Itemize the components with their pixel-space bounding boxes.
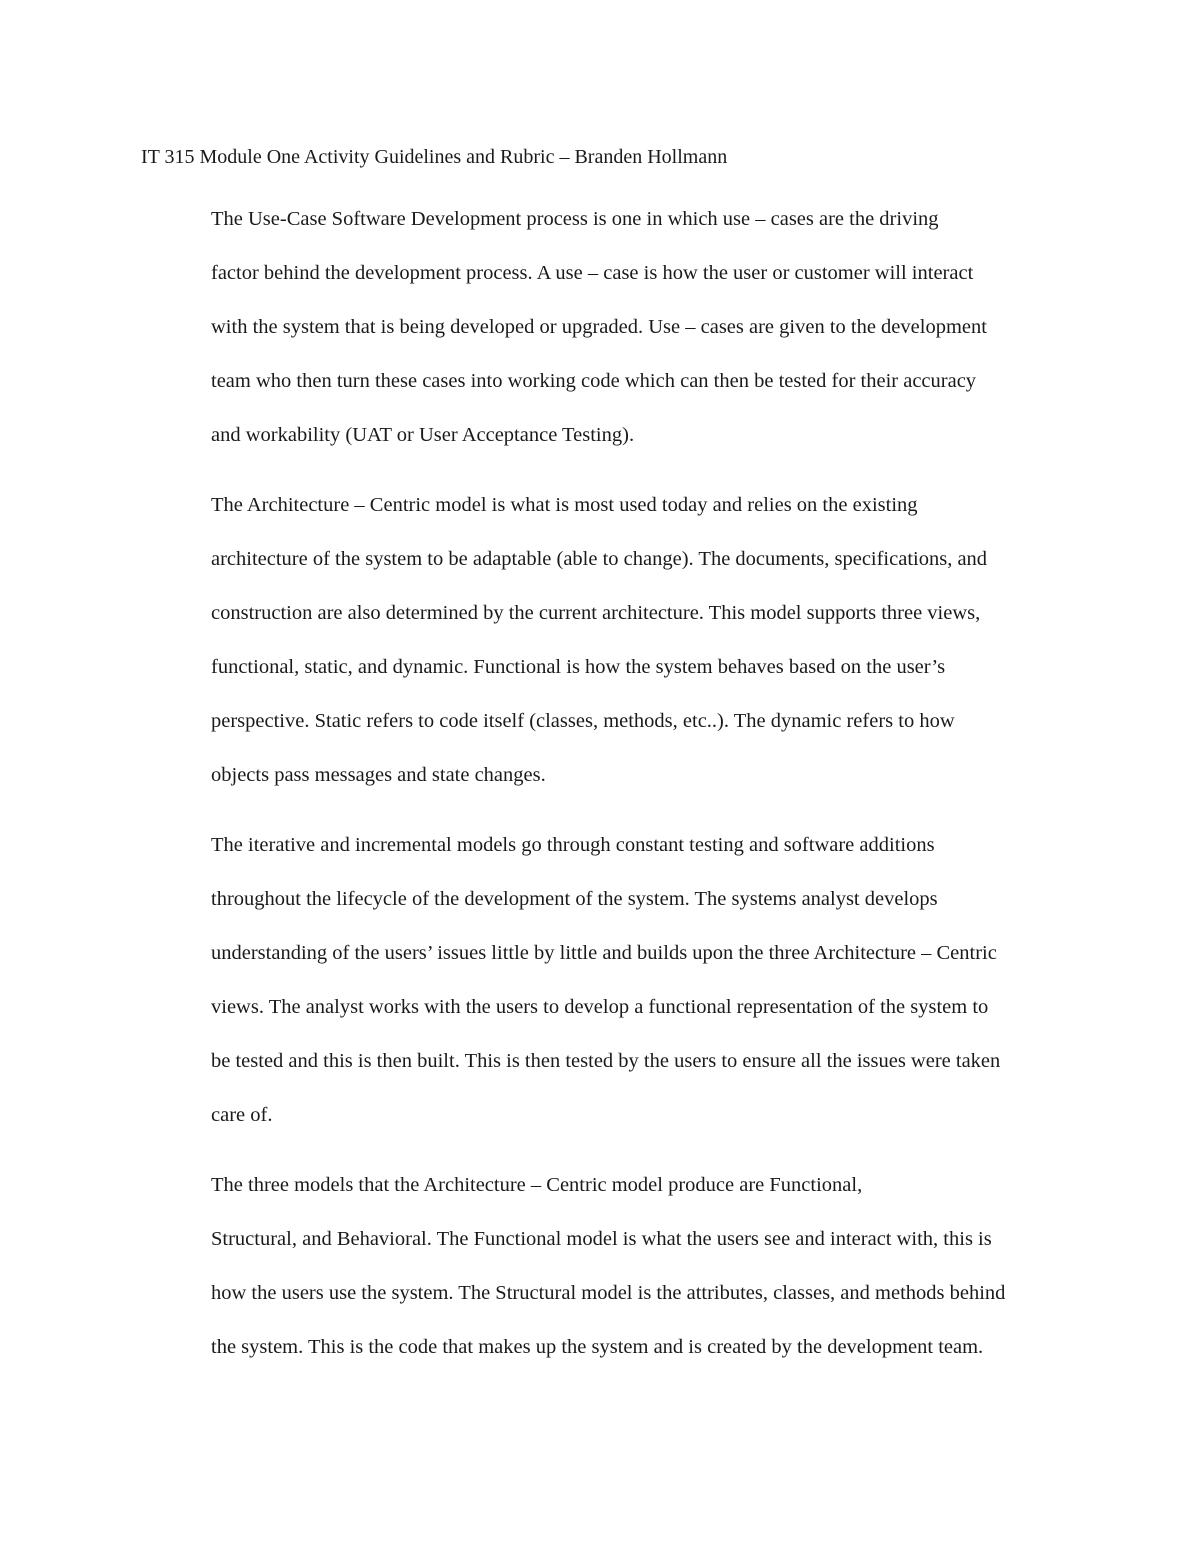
paragraph-line: objects pass messages and state changes. — [211, 764, 546, 786]
paragraph-line: be tested and this is then built. This is then tested by the users to ensure all the issues were taken — [211, 1050, 1001, 1072]
paragraph-line: team who then turn these cases into working code which can then be tested for their accuracy — [211, 370, 977, 392]
document-body — [141, 140, 1056, 1374]
paragraph-line: The Use-Case Software Development process is one in which use – cases are the driving — [211, 208, 939, 230]
paragraph-three-models — [141, 1158, 1056, 1374]
paragraph-line: how the users use the system. The Structural model is the attributes, classes, and methods behind — [211, 1282, 1006, 1304]
paragraph-line: The iterative and incremental models go through constant testing and software additions — [211, 834, 935, 856]
paragraph-line: throughout the lifecycle of the development of the system. The systems analyst develops — [211, 888, 938, 910]
paragraph-use-case — [141, 192, 1056, 462]
paragraph-line: The Architecture – Centric model is what is most used today and relies on the existing — [211, 494, 918, 516]
paragraph-line: architecture of the system to be adaptable (able to change). The documents, specifications, and — [211, 548, 988, 570]
paragraph-line: Structural, and Behavioral. The Functional model is what the users see and interact with, this is — [211, 1228, 992, 1250]
paragraph-line: and workability (UAT or User Acceptance Testing). — [211, 424, 635, 446]
paragraph-iterative-incremental — [141, 818, 1056, 1142]
paragraph-line: understanding of the users’ issues little by little and builds upon the three Architecture – Centric — [211, 942, 997, 964]
paragraph-line: with the system that is being developed or upgraded. Use – cases are given to the development — [211, 316, 987, 338]
paragraph-line: care of. — [211, 1104, 273, 1126]
paragraph-line: the system. This is the code that makes up the system and is created by the development team. — [211, 1336, 984, 1358]
paragraph-line: functional, static, and dynamic. Functional is how the system behaves based on the user’s — [211, 656, 946, 678]
paragraph-line: The three models that the Architecture – Centric model produce are Functional, — [211, 1174, 863, 1196]
paragraph-line: perspective. Static refers to code itself (classes, methods, etc..). The dynamic refers to how — [211, 710, 955, 732]
paragraph-architecture-centric — [141, 478, 1056, 802]
paragraph-line: views. The analyst works with the users to develop a functional representation of the system to — [211, 996, 989, 1018]
document-title: IT 315 Module One Activity Guidelines and Rubric – Branden Hollmann — [141, 146, 728, 168]
paragraph-line: factor behind the development process. A use – case is how the user or customer will interact — [211, 262, 974, 284]
paragraph-line: construction are also determined by the current architecture. This model supports three views, — [211, 602, 981, 624]
